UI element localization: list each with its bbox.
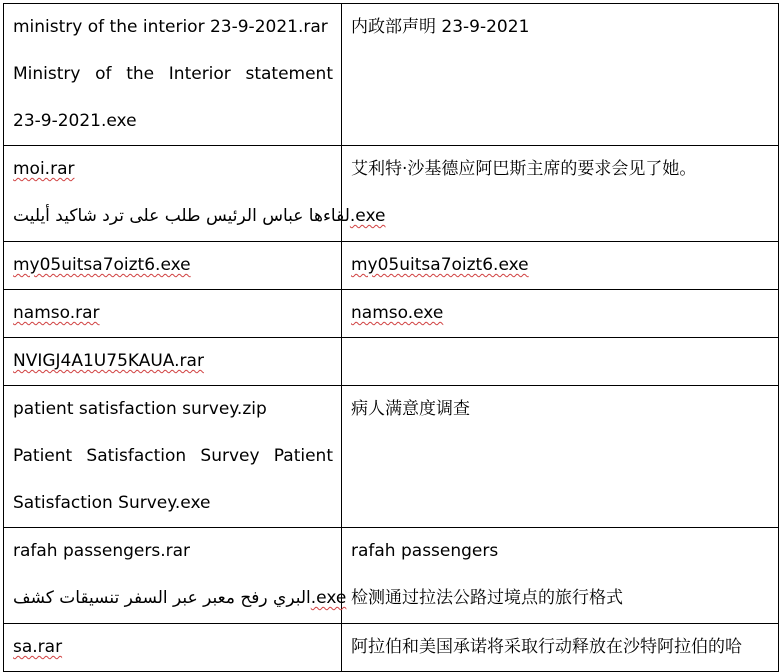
table-row — [4, 338, 779, 386]
cell-line: my05uitsa7oizt6.exe — [351, 255, 529, 275]
cell-line: sa.rar — [13, 637, 63, 657]
cell-line: البري رفح معبر عبر السفر تنسيقات كشف.exe — [13, 588, 347, 608]
translation-cell — [342, 146, 779, 242]
cell-line: 阿拉伯和美国承诺将采取行动释放在沙特阿拉伯的哈 — [351, 637, 742, 657]
filename-cell — [4, 386, 342, 528]
cell-line: namso.exe — [351, 303, 444, 323]
cell-line: patient satisfaction survey.zip — [13, 399, 267, 419]
filename-cell — [4, 242, 342, 290]
cell-line: ministry of the interior 23-9-2021.rar — [13, 17, 328, 37]
cell-line: 检测通过拉法公路过境点的旅行格式 — [351, 588, 623, 608]
cell-line: Patient Satisfaction Survey Patient — [13, 446, 333, 466]
cell-line: rafah passengers — [351, 541, 499, 561]
filename-cell — [4, 528, 347, 624]
cell-line: my05uitsa7oizt6.exe — [13, 255, 191, 275]
cell-line: لقاءها عباس الرئيس طلب على ترد شاكيد أيليت.exe — [13, 206, 386, 226]
cell-line: rafah passengers.rar — [13, 541, 191, 561]
table-row — [4, 4, 779, 146]
cell-line: NVIGJ4A1U75KAUA.rar — [13, 351, 204, 371]
table-row — [4, 290, 779, 338]
translation-cell — [342, 290, 779, 338]
cell-line: moi.rar — [13, 159, 75, 179]
table-row — [4, 624, 779, 672]
table-row — [4, 242, 779, 290]
filename-cell — [4, 338, 342, 386]
file-name-table — [3, 3, 779, 672]
translation-cell — [342, 242, 779, 290]
cell-line: 病人满意度调查 — [351, 399, 470, 419]
table-row — [4, 528, 779, 624]
translation-cell — [342, 386, 779, 528]
filename-cell — [4, 624, 342, 672]
translation-cell — [342, 528, 779, 624]
cell-line: 艾利特·沙基德应阿巴斯主席的要求会见了她。 — [351, 159, 697, 179]
filename-cell — [4, 290, 342, 338]
table-row — [4, 146, 779, 242]
cell-line: 23-9-2021.exe — [13, 111, 137, 131]
table-row — [4, 386, 779, 528]
translation-cell — [342, 338, 779, 386]
cell-line: namso.rar — [13, 303, 100, 323]
cell-line: 内政部声明 23-9-2021 — [351, 17, 530, 37]
translation-cell — [342, 4, 779, 146]
arabic-text: البري رفح معبر عبر السفر تنسيقات كشف — [13, 588, 311, 608]
arabic-text: لقاءها عباس الرئيس طلب على ترد شاكيد أيليت — [13, 206, 350, 226]
translation-cell — [342, 624, 779, 672]
filename-cell — [4, 4, 342, 146]
cell-line: Satisfaction Survey.exe — [13, 493, 211, 513]
cell-line: Ministry of the Interior statement — [13, 64, 333, 84]
filename-cell — [4, 146, 386, 242]
